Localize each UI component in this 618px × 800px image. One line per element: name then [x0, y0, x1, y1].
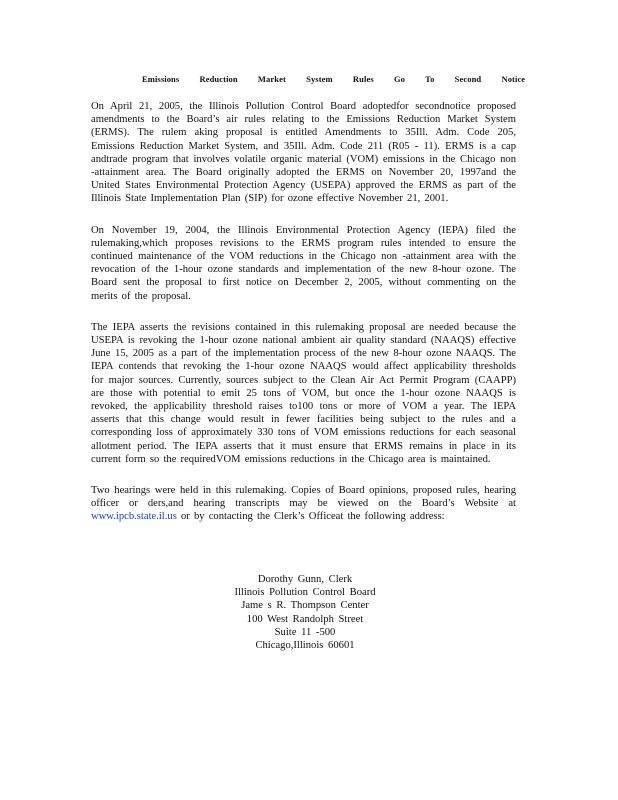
paragraph-adoption: On April 21, 2005, the Illinois Pollution Control Board adoptedfor secondnotice proposed amendments to the Board’s air rules relating to the Emissions Reduction Market System (ERMS). The rulem aking proposal is entitled Amendments to 35Ill. Adm. Code 205, Emissions Reduction Market System, and 35Ill. Adm. Code 211 (R05 - 11). ERMS is a cap andtrade program that involves volatile organic material (VOM) emissions in the Chicago non -attainment area. The Board originally adopted the ERMS on November 20, 1997and the United States Environmental Protection Agency (USEPA) approved the ERMS as part of the Illinois State Implementation Plan (SIP) for ozone effective November 21, 2001.	[91, 101, 516, 205]
document-body	[91, 100, 516, 542]
address-line-street: 100 West Randolph Street	[246, 613, 364, 625]
address-line-name: Dorothy Gunn, Clerk	[257, 574, 353, 585]
paragraph-iepa-assertions: The IEPA asserts the revisions contained in this rulemaking proposal are needed because the USEPA is revoking the 1-hour ozone national ambient air quality standard (NAAQS) effective June 15, 2005 as a part of the implementation process of the new 8-hour ozone NAAQS. The IEPA contends that revoking the 1-hour ozone NAAQS would affect applicability thresholds for major sources. Currently, sources subject to the Clean Air Act Permit Program (CAAPP) are those with potential to emit 25 tons of VOM, but once the 1-hour ozone NAAQS is revoked, the applicability threshold raises to100 tons or more of VOM a year. The IEPA asserts that this change would result in fewer facilities being subject to the rules and a corresponding loss of approximately 330 tons of VOM emissions reductions for each seasonal allotment period. The IEPA asserts that it must ensure that ERMS remains in place in its current form so the requiredVOM emissions reductions in the Chicago area is maintained.	[91, 321, 516, 465]
address-line-building: Jame s R. Thompson Center	[241, 600, 369, 612]
paragraph-hearings	[91, 484, 516, 524]
document-title: Emissions Reduction Market System Rules Go To Second Notice	[142, 74, 526, 84]
board-website-link[interactable]: www.ipcb.state.il.us	[91, 511, 177, 523]
address-line-organization: Illinois Pollution Control Board	[234, 587, 376, 599]
hearings-text-before-link: Two hearings were held in this rulemaking. Copies of Board opinions, proposed rules, hearing officer or ders,and hearing transcripts may be viewed on the Board’s Website at	[91, 485, 516, 510]
paragraph-iepa-filing: On November 19, 2004, the Illinois Environmental Protection Agency (IEPA) filed the rulemaking,which proposes revisions to the ERMS program rules intended to ensure the continued maintenance of the VOM reductions in the Chicago non -attainment area with the revocation of the 1-hour ozone standards and implementation of the new 8-hour ozone. The Board sent the proposal to first notice on December 2, 2005, without commenting on the merits of the proposal.	[91, 224, 516, 302]
address-line-suite: Suite 11 -500	[274, 626, 336, 638]
clerk-address-block	[205, 573, 405, 652]
hearings-text-after-link: or by contacting the Clerk’s Officeat the following address:	[176, 511, 445, 523]
address-line-city: Chicago,Illinois 60601	[255, 640, 355, 652]
